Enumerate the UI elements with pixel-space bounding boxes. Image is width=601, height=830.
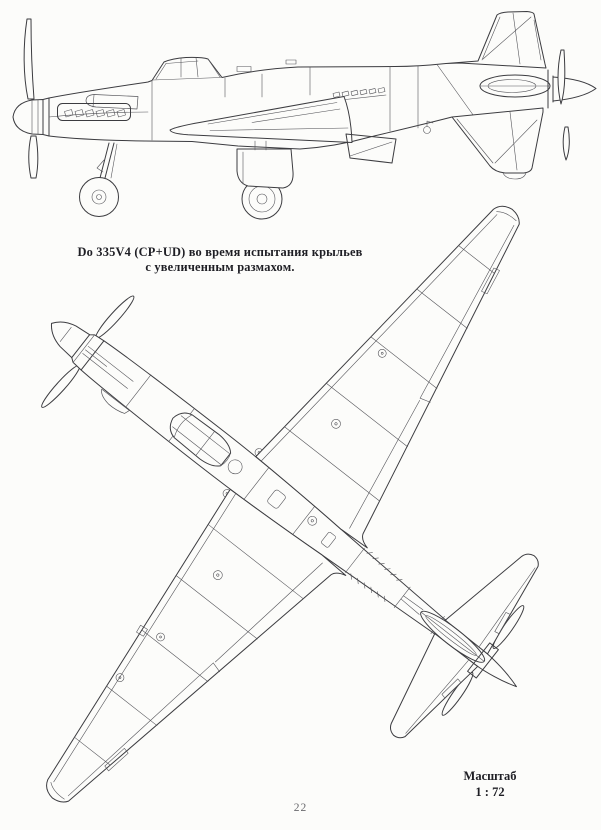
page-number: 22: [293, 802, 308, 814]
scale-value: 1 : 72: [475, 785, 505, 799]
wing-side-profile: [170, 97, 352, 143]
gear-fairing: [237, 149, 293, 188]
ventral-fin: [452, 108, 543, 179]
spine-hatch: [237, 67, 251, 72]
right-wing: [253, 179, 587, 549]
front-propeller: [24, 19, 38, 178]
front-spinner: [13, 100, 43, 135]
main-landing-gear: [237, 141, 293, 219]
side-view-drawing: [13, 12, 596, 220]
scale-label: Масштаб: [463, 769, 517, 783]
figure-caption: [40, 245, 400, 275]
dorsal-fin: [446, 12, 546, 69]
caption-line-2: с увеличенным размахом.: [145, 260, 295, 274]
scale-note: [420, 768, 560, 800]
nose-wheel: [80, 178, 119, 217]
antenna-base: [286, 60, 296, 64]
cowl-ring: [43, 98, 49, 136]
fuselage-top: [49, 57, 446, 98]
caption-line-1: Do 335V4 (CP+UD) во время испытания крыльев: [77, 245, 363, 259]
tail-bumper: [503, 173, 526, 179]
rear-spinner: [548, 70, 596, 108]
left-wing: [13, 486, 347, 830]
rear-propeller: [558, 50, 569, 160]
nose-landing-gear: [80, 143, 119, 217]
tailplane-side: [480, 75, 550, 97]
aft-gear-door: [346, 121, 433, 163]
canopy: [153, 58, 221, 81]
